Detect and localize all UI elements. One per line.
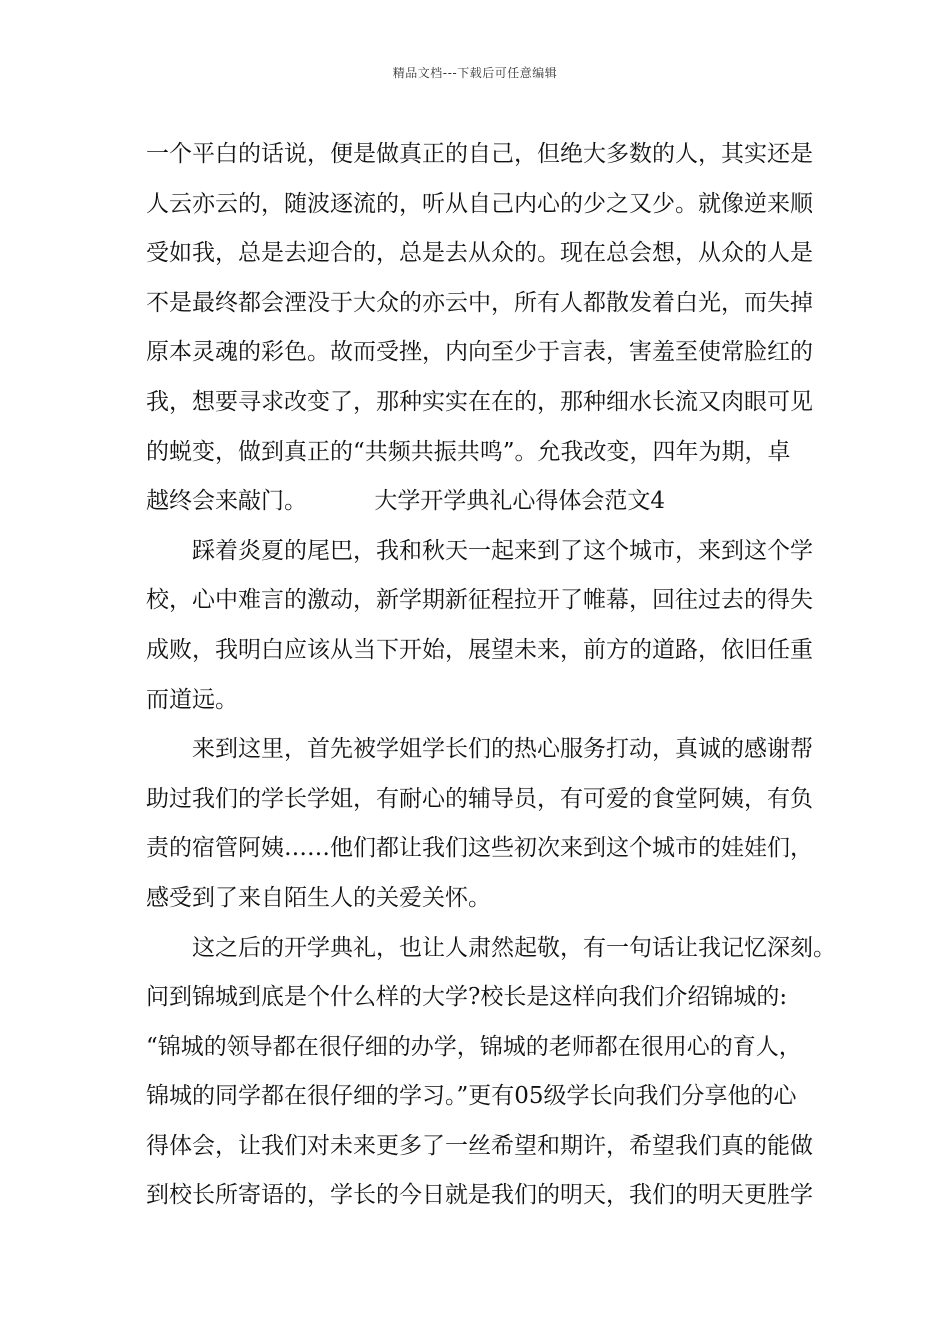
body-line: 助过我们的学长学姐，有耐心的辅导员，有可爱的食堂阿姨，有负 — [146, 785, 813, 812]
body-line: 感受到了来自陌生人的关爱关怀。 — [146, 884, 491, 911]
paragraph-first-line: 踩着炎夏的尾巴，我和秋天一起来到了这个城市，来到这个学 — [192, 537, 813, 564]
document-body — [146, 130, 836, 1221]
body-line: 校，心中难言的激动，新学期新征程拉开了帷幕，回往过去的得失 — [146, 587, 813, 614]
body-line: 到校长所寄语的，学长的今日就是我们的明天，我们的明天更胜学 — [146, 1182, 813, 1209]
body-line: 而道远。 — [146, 686, 238, 713]
paragraph-first-line: 这之后的开学典礼，也让人肃然起敬，有一句话让我记忆深刻。 — [192, 934, 836, 961]
body-line-text: 越终会来敲门。 — [146, 488, 307, 515]
body-line: 的蜕变，做到真正的“共频共振共鸣”。允我改变，四年为期，卓 — [146, 438, 791, 465]
body-line: 我，想要寻求改变了，那种实实在在的，那种细水长流又肉眼可见 — [146, 388, 813, 415]
body-line: 问到锦城到底是个什么样的大学?校长是这样向我们介绍锦城的: — [146, 984, 788, 1011]
paragraph-first-line: 来到这里，首先被学姐学长们的热心服务打动，真诚的感谢帮 — [192, 736, 813, 763]
body-line: 受如我，总是去迎合的，总是去从众的。现在总会想，从众的人是 — [146, 240, 813, 267]
body-line: 成败，我明白应该从当下开始，展望未来，前方的道路，依旧任重 — [146, 636, 813, 663]
body-line: 锦城的同学都在很仔细的学习。”更有05级学长向我们分享他的心 — [146, 1083, 797, 1110]
section-heading: 大学开学典礼心得体会范文4 — [374, 488, 665, 515]
body-line: 不是最终都会湮没于大众的亦云中，所有人都散发着白光，而失掉 — [146, 289, 813, 316]
body-line: 责的宿管阿姨……他们都让我们这些初次来到这个城市的娃娃们， — [146, 835, 813, 862]
page-header: 精品文档---下载后可任意编辑 — [392, 66, 558, 80]
body-line: “锦城的领导都在很仔细的办学，锦城的老师都在很用心的育人， — [146, 1033, 802, 1060]
body-line-with-heading — [146, 477, 826, 527]
body-line: 得体会，让我们对未来更多了一丝希望和期许，希望我们真的能做 — [146, 1132, 813, 1159]
body-line: 原本灵魂的彩色。故而受挫，内向至少于言表，害羞至使常脸红的 — [146, 339, 813, 366]
body-line: 一个平白的话说，便是做真正的自己，但绝大多数的人，其实还是 — [146, 141, 813, 167]
body-line: 人云亦云的，随波逐流的，听从自己内心的少之又少。就像逆来顺 — [146, 190, 813, 217]
